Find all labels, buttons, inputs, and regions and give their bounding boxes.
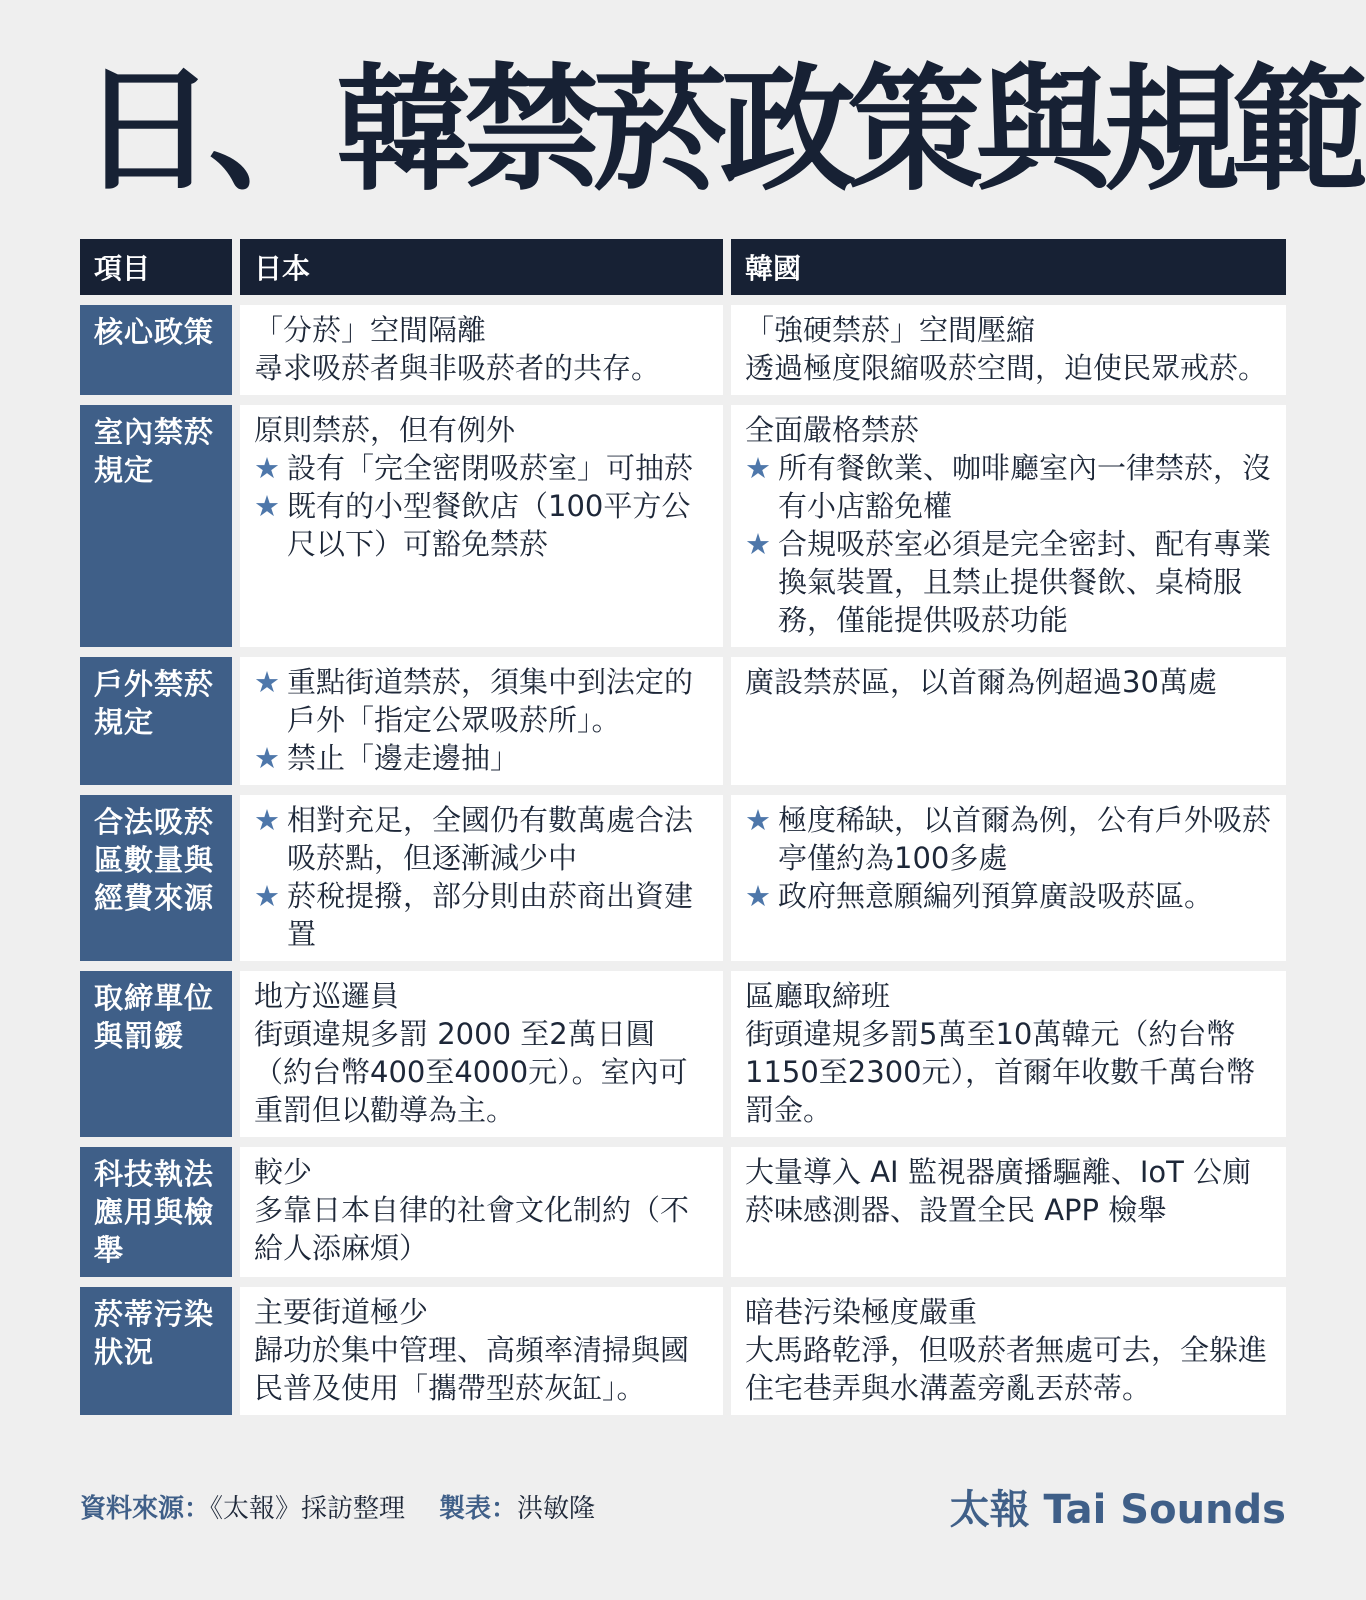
cell-text: 「強硬禁菸」空間壓縮 [745, 313, 1036, 347]
cell-text: 廣設禁菸區，以首爾為例超過30萬處 [745, 665, 1217, 699]
row-label: 室內禁菸規定 [80, 405, 232, 647]
source-value: 《太報》採訪整理 [210, 1494, 406, 1524]
star-icon: ★ [254, 879, 280, 913]
row-label: 合法吸菸區數量與經費來源 [80, 795, 232, 961]
star-icon: ★ [745, 527, 771, 561]
header-japan: 日本 [232, 239, 723, 295]
maker-label: 製表： [439, 1494, 518, 1524]
japan-cell [232, 971, 723, 1137]
cell-text: 區廳取締班 [745, 979, 891, 1013]
source-label: 資料來源： [80, 1494, 211, 1524]
star-icon: ★ [254, 451, 280, 485]
japan-cell [232, 1287, 723, 1415]
row-label: 取締單位與罰鍰 [80, 971, 232, 1137]
cell-text: 較少 [254, 1155, 313, 1189]
comparison-table [80, 229, 1286, 1425]
cell-text: 街頭違規多罰5萬至10萬韓元（約台幣1150至2300元），首爾年收數千萬台幣罰金。 [745, 1017, 1256, 1127]
bullet-item [254, 739, 709, 777]
cell-text: 地方巡邏員 [254, 979, 400, 1013]
star-icon: ★ [254, 803, 280, 837]
japan-cell [232, 1147, 723, 1277]
maker-value: 洪敏隆 [517, 1494, 596, 1524]
cell-text: 主要街道極少 [254, 1295, 429, 1329]
bullet-item [254, 449, 709, 487]
bullet-item [745, 449, 1272, 525]
star-icon: ★ [745, 803, 771, 837]
japan-cell [232, 795, 723, 961]
cell-text: 大量導入 AI 監視器廣播驅離、IoT 公廁菸味感測器、設置全民 APP 檢舉 [745, 1155, 1252, 1227]
bullet-text: 相對充足，全國仍有數萬處合法吸菸點，但逐漸減少中 [287, 803, 694, 875]
table-header-row [80, 239, 1286, 295]
cell-text: 尋求吸菸者與非吸菸者的共存。 [254, 351, 661, 385]
page-title: 日、韓禁菸政策與規範 [80, 52, 1360, 210]
table-row [80, 795, 1286, 961]
japan-cell [232, 657, 723, 785]
row-label: 戶外禁菸規定 [80, 657, 232, 785]
row-label: 菸蒂污染狀況 [80, 1287, 232, 1415]
bullet-text: 既有的小型餐飲店（100平方公尺以下）可豁免禁菸 [287, 489, 691, 561]
header-korea: 韓國 [723, 239, 1286, 295]
bullet-text: 所有餐飲業、咖啡廳室內一律禁菸，沒有小店豁免權 [778, 451, 1272, 523]
table-row [80, 971, 1286, 1137]
bullet-text: 設有「完全密閉吸菸室」可抽菸 [287, 451, 694, 485]
cell-text: 原則禁菸，但有例外 [254, 413, 516, 447]
cell-text: 歸功於集中管理、高頻率清掃與國民普及使用「攜帶型菸灰缸」。 [254, 1333, 690, 1405]
footer-source [80, 1488, 595, 1525]
header-item: 項目 [80, 239, 232, 295]
table-row [80, 405, 1286, 647]
bullet-text: 合規吸菸室必須是完全密封、配有專業換氣裝置，且禁止提供餐飲、桌椅服務，僅能提供吸菸功能 [778, 527, 1272, 637]
bullet-item [745, 877, 1272, 915]
cell-text: 透過極度限縮吸菸空間，迫使民眾戒菸。 [745, 351, 1268, 385]
brand-logo: 太報 Tai Sounds [949, 1487, 1286, 1533]
table-row [80, 305, 1286, 395]
korea-cell [723, 795, 1286, 961]
table-row [80, 1147, 1286, 1277]
korea-cell [723, 1287, 1286, 1415]
bullet-item [254, 877, 709, 953]
bullet-item [254, 487, 709, 563]
bullet-text: 政府無意願編列預算廣設吸菸區。 [778, 879, 1214, 913]
star-icon: ★ [254, 489, 280, 523]
korea-cell [723, 305, 1286, 395]
korea-cell [723, 1147, 1286, 1277]
cell-text: 暗巷污染極度嚴重 [745, 1295, 978, 1329]
korea-cell [723, 971, 1286, 1137]
bullet-item [745, 525, 1272, 639]
star-icon: ★ [745, 451, 771, 485]
bullet-text: 禁止「邊走邊抽」 [287, 741, 520, 775]
star-icon: ★ [254, 665, 280, 699]
star-icon: ★ [254, 741, 280, 775]
table-row [80, 657, 1286, 785]
table-body [80, 305, 1286, 1415]
cell-text: 全面嚴格禁菸 [745, 413, 920, 447]
row-label: 科技執法應用與檢舉 [80, 1147, 232, 1277]
bullet-text: 菸稅提撥，部分則由菸商出資建置 [287, 879, 694, 951]
bullet-item [254, 663, 709, 739]
cell-text: 街頭違規多罰 2000 至2萬日圓（約台幣400至4000元）。室內可重罰但以勸導為主。 [254, 1017, 688, 1127]
korea-cell [723, 657, 1286, 785]
bullet-text: 重點街道禁菸，須集中到法定的戶外「指定公眾吸菸所」。 [287, 665, 694, 737]
cell-text: 「分菸」空間隔離 [254, 313, 487, 347]
japan-cell [232, 305, 723, 395]
bullet-text: 極度稀缺，以首爾為例，公有戶外吸菸亭僅約為100多處 [778, 803, 1272, 875]
cell-text: 多靠日本自律的社會文化制約（不給人添麻煩） [254, 1193, 690, 1265]
japan-cell [232, 405, 723, 647]
bullet-item [254, 801, 709, 877]
star-icon: ★ [745, 879, 771, 913]
row-label: 核心政策 [80, 305, 232, 395]
bullet-item [745, 801, 1272, 877]
korea-cell [723, 405, 1286, 647]
cell-text: 大馬路乾淨，但吸菸者無處可去，全躲進住宅巷弄與水溝蓋旁亂丟菸蒂。 [745, 1333, 1268, 1405]
table-row [80, 1287, 1286, 1415]
